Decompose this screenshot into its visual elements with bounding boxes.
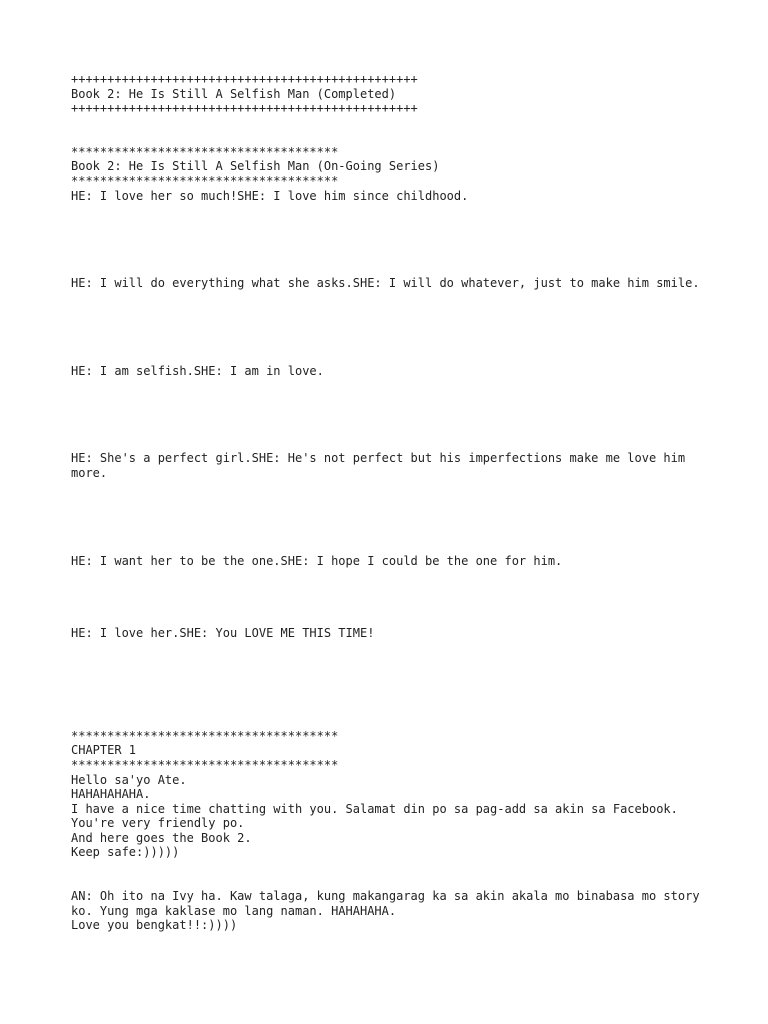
book-title-completed: Book 2: He Is Still A Selfish Man (Completed) (71, 86, 397, 101)
document-page (71, 72, 711, 933)
star-rule-top: ************************************* (71, 144, 339, 159)
he-she-line: HE: I am selfish.SHE: I am in love. (71, 363, 324, 378)
intro-line: Hello sa'yo Ate. (71, 772, 187, 787)
plus-rule-top: ++++++++++++++++++++++++++++++++++++++++++++++++ (71, 72, 418, 86)
author-note (71, 889, 711, 933)
chapter-intro (71, 773, 711, 861)
chapter-heading: CHAPTER 1 (71, 743, 137, 758)
completed-header (71, 72, 711, 116)
intro-line: I have a nice time chatting with you. Salamat din po sa pag-add sa akin sa Facebook. (71, 801, 678, 816)
he-she-line: HE: I love her.SHE: You LOVE ME THIS TIME! (71, 626, 375, 641)
chapter-star-rule-top: ************************************* (71, 728, 339, 743)
ongoing-header (71, 145, 711, 189)
intro-line: And here goes the Book 2. (71, 830, 252, 845)
star-rule-bottom: ************************************* (71, 173, 339, 188)
intro-line: Keep safe:))))) (71, 845, 180, 860)
he-she-line: HE: I want her to be the one.SHE: I hope I could be the one for him. (71, 553, 563, 568)
he-she-line: HE: I love her so much!SHE: I love him since childhood. (71, 188, 469, 203)
chapter-star-rule-bottom: ************************************* (71, 757, 339, 772)
plus-rule-bottom: ++++++++++++++++++++++++++++++++++++++++++++++++ (71, 101, 418, 116)
chapter-header (71, 729, 711, 773)
author-note-line: Love you bengkat!!:)))) (71, 918, 238, 933)
he-she-line: HE: I will do everything what she asks.SHE: I will do whatever, just to make him smile. (71, 276, 700, 291)
intro-line: HAHAHAHAHA. (71, 787, 151, 802)
intro-line: You're very friendly po. (71, 816, 245, 831)
author-note-line: AN: Oh ito na Ivy ha. Kaw talaga, kung makangarag ka sa akin akala mo binabasa mo story ko. Yung mga kaklase mo lang naman. HAHAHAHA. (71, 889, 707, 918)
book-title-ongoing: Book 2: He Is Still A Selfish Man (On-Going Series) (71, 159, 440, 174)
he-she-line: HE: She's a perfect girl.SHE: He's not perfect but his imperfections make me love him more. (71, 451, 693, 480)
